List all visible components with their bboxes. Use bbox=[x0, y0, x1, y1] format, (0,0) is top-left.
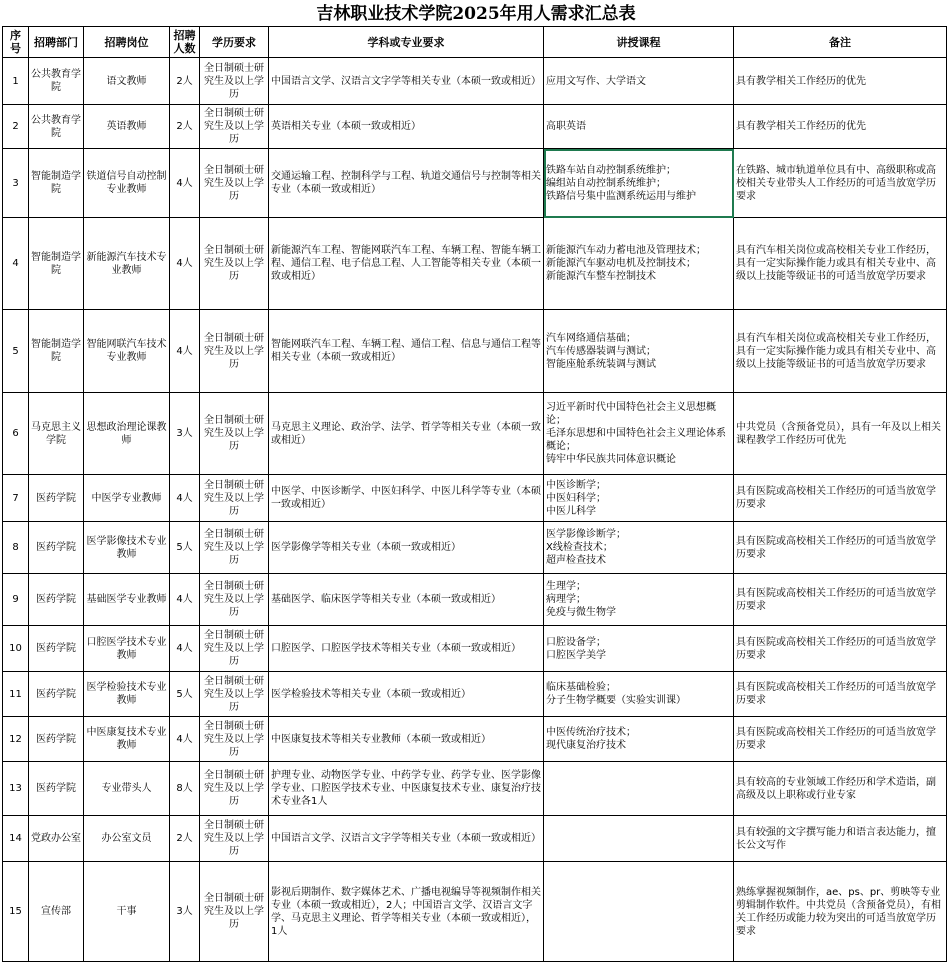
headcount-cell[interactable]: 4人 bbox=[170, 717, 200, 762]
position-cell[interactable]: 思想政治理论课教师 bbox=[84, 393, 170, 475]
table-row bbox=[3, 149, 947, 218]
demand-table bbox=[2, 26, 947, 962]
education-cell[interactable]: 全日制硕士研究生及以上学历 bbox=[200, 626, 269, 672]
department-cell[interactable]: 智能制造学院 bbox=[29, 310, 84, 393]
sheet-title: 吉林职业技术学院2025年用人需求汇总表 bbox=[316, 4, 636, 24]
notes-cell[interactable]: 熟练掌握视频制作，ae、ps、pr、剪映等专业剪辑制作软件。中共党员（含预备党员），有相关工作经历或能力较为突出的可适当放宽学历要求 bbox=[734, 862, 947, 962]
position-cell[interactable]: 英语教师 bbox=[84, 105, 170, 149]
row-number-cell[interactable]: 2 bbox=[3, 105, 29, 149]
major-cell[interactable]: 医学影像学等相关专业（本硕一致或相近） bbox=[269, 522, 544, 574]
education-cell[interactable]: 全日制硕士研究生及以上学历 bbox=[200, 574, 269, 626]
department-cell[interactable]: 智能制造学院 bbox=[29, 218, 84, 310]
department-cell[interactable]: 医药学院 bbox=[29, 626, 84, 672]
education-cell[interactable]: 全日制硕士研究生及以上学历 bbox=[200, 58, 269, 105]
row-number-cell[interactable]: 14 bbox=[3, 816, 29, 862]
department-cell[interactable]: 医药学院 bbox=[29, 475, 84, 522]
notes-cell[interactable]: 具有医院或高校相关工作经历的可适当放宽学历要求 bbox=[734, 626, 947, 672]
courses-cell[interactable] bbox=[544, 816, 734, 862]
notes-cell[interactable]: 具有教学相关工作经历的优先 bbox=[734, 105, 947, 149]
course-line: 汽车网络通信基础； bbox=[546, 332, 636, 344]
courses-cell[interactable] bbox=[544, 762, 734, 816]
table-row bbox=[3, 717, 947, 762]
course-line: 铁路车站自动控制系统维护； bbox=[546, 164, 676, 176]
course-line: 免疫与微生物学 bbox=[546, 607, 616, 618]
major-cell[interactable]: 中医康复技术等相关专业教师（本硕一致或相近） bbox=[269, 717, 544, 762]
headcount-cell[interactable]: 4人 bbox=[170, 574, 200, 626]
department-cell[interactable]: 马克思主义学院 bbox=[29, 393, 84, 475]
table-row bbox=[3, 58, 947, 105]
courses-cell[interactable] bbox=[544, 672, 734, 717]
row-number-cell[interactable]: 10 bbox=[3, 626, 29, 672]
courses-cell[interactable] bbox=[544, 218, 734, 310]
table-row bbox=[3, 218, 947, 310]
header-cell[interactable]: 讲授课程 bbox=[544, 27, 734, 58]
table-row bbox=[3, 626, 947, 672]
headcount-cell[interactable]: 8人 bbox=[170, 762, 200, 816]
education-cell[interactable]: 全日制硕士研究生及以上学历 bbox=[200, 149, 269, 218]
course-line: 新能源汽车整车控制技术 bbox=[546, 271, 656, 282]
course-line: 新能源汽车驱动电机及控制技术； bbox=[546, 258, 696, 269]
department-cell[interactable]: 公共教育学院 bbox=[29, 105, 84, 149]
notes-cell[interactable]: 具有汽车相关岗位或高校相关专业工作经历，具有一定实际操作能力或具有相关专业中、高级以上技能等级证书的可适当放宽学历要求 bbox=[734, 310, 947, 393]
courses-cell[interactable] bbox=[544, 522, 734, 574]
major-cell[interactable]: 医学检验技术等相关专业（本硕一致或相近） bbox=[269, 672, 544, 717]
education-cell[interactable]: 全日制硕士研究生及以上学历 bbox=[200, 862, 269, 962]
row-number-cell[interactable]: 8 bbox=[3, 522, 29, 574]
education-cell[interactable]: 全日制硕士研究生及以上学历 bbox=[200, 717, 269, 762]
table-row bbox=[3, 672, 947, 717]
major-cell[interactable]: 新能源汽车工程、智能网联汽车工程、车辆工程、智能车辆工程、通信工程、电子信息工程、人工智能等相关专业（本硕一致或相近） bbox=[269, 218, 544, 310]
notes-cell[interactable]: 具有汽车相关岗位或高校相关专业工作经历，具有一定实际操作能力或具有相关专业中、高级以上技能等级证书的可适当放宽学历要求 bbox=[734, 218, 947, 310]
education-cell[interactable]: 全日制硕士研究生及以上学历 bbox=[200, 762, 269, 816]
table-row bbox=[3, 310, 947, 393]
education-cell[interactable]: 全日制硕士研究生及以上学历 bbox=[200, 522, 269, 574]
department-cell[interactable]: 公共教育学院 bbox=[29, 58, 84, 105]
course-line: 毛泽东思想和中国特色社会主义理论体系概论； bbox=[546, 428, 726, 452]
education-cell[interactable]: 全日制硕士研究生及以上学历 bbox=[200, 218, 269, 310]
major-cell[interactable]: 中国语言文学、汉语言文字学等相关专业（本硕一致或相近） bbox=[269, 816, 544, 862]
table-row bbox=[3, 475, 947, 522]
header-cell[interactable]: 招聘部门 bbox=[29, 27, 84, 58]
header-cell[interactable]: 学历要求 bbox=[200, 27, 269, 58]
courses-cell[interactable] bbox=[544, 310, 734, 393]
courses-cell[interactable] bbox=[544, 475, 734, 522]
course-line: 铁路信号集中监测系统运用与维护 bbox=[546, 190, 696, 202]
row-number-cell[interactable]: 4 bbox=[3, 218, 29, 310]
courses-cell[interactable] bbox=[544, 717, 734, 762]
position-cell[interactable]: 中医学专业教师 bbox=[84, 475, 170, 522]
notes-cell[interactable]: 中共党员（含预备党员），具有一年及以上相关课程教学工作经历可优先 bbox=[734, 393, 947, 475]
table-row bbox=[3, 105, 947, 149]
department-cell[interactable]: 智能制造学院 bbox=[29, 149, 84, 218]
notes-cell[interactable]: 具有医院或高校相关工作经历的可适当放宽学历要求 bbox=[734, 717, 947, 762]
position-cell[interactable]: 专业带头人 bbox=[84, 762, 170, 816]
course-line: 现代康复治疗技术 bbox=[546, 740, 626, 751]
headcount-cell[interactable]: 4人 bbox=[170, 149, 200, 218]
courses-cell[interactable] bbox=[544, 105, 734, 149]
course-line: 高职英语 bbox=[546, 121, 586, 132]
notes-cell[interactable]: 具有教学相关工作经历的优先 bbox=[734, 58, 947, 105]
course-line: 中医妇科学； bbox=[546, 492, 606, 504]
education-cell[interactable]: 全日制硕士研究生及以上学历 bbox=[200, 105, 269, 149]
headcount-cell[interactable]: 5人 bbox=[170, 522, 200, 574]
position-cell[interactable]: 智能网联汽车技术专业教师 bbox=[84, 310, 170, 393]
education-cell[interactable]: 全日制硕士研究生及以上学历 bbox=[200, 475, 269, 522]
position-cell[interactable]: 新能源汽车技术专业教师 bbox=[84, 218, 170, 310]
courses-cell[interactable] bbox=[544, 574, 734, 626]
position-cell[interactable]: 基础医学专业教师 bbox=[84, 574, 170, 626]
position-cell[interactable]: 医学检验技术专业教师 bbox=[84, 672, 170, 717]
major-cell[interactable]: 马克思主义理论、政治学、法学、哲学等相关专业（本硕一致或相近） bbox=[269, 393, 544, 475]
headcount-cell[interactable]: 4人 bbox=[170, 475, 200, 522]
table-row bbox=[3, 762, 947, 816]
headcount-cell[interactable]: 2人 bbox=[170, 816, 200, 862]
course-line: 生理学； bbox=[546, 581, 586, 592]
table-row bbox=[3, 816, 947, 862]
course-line: 应用文写作、大学语文 bbox=[546, 75, 646, 87]
row-number-cell[interactable]: 11 bbox=[3, 672, 29, 717]
education-cell[interactable]: 全日制硕士研究生及以上学历 bbox=[200, 816, 269, 862]
notes-cell[interactable]: 具有医院或高校相关工作经历的可适当放宽学历要求 bbox=[734, 475, 947, 522]
course-line: 习近平新时代中国特色社会主义思想概论； bbox=[546, 402, 716, 426]
major-cell[interactable]: 口腔医学、口腔医学技术等相关专业（本硕一致或相近） bbox=[269, 626, 544, 672]
headcount-cell[interactable]: 4人 bbox=[170, 626, 200, 672]
education-cell[interactable]: 全日制硕士研究生及以上学历 bbox=[200, 672, 269, 717]
course-line: 中医传统治疗技术； bbox=[546, 727, 636, 738]
major-cell[interactable]: 影视后期制作、数字媒体艺术、广播电视编导等视频制作相关专业（本硕一致或相近），2人；中国语言文学、汉语言文字学、马克思主义理论、哲学等相关专业（本硕一致或相近），1人 bbox=[269, 862, 544, 962]
department-cell[interactable]: 医药学院 bbox=[29, 574, 84, 626]
major-cell[interactable]: 中医学、中医诊断学、中医妇科学、中医儿科学等专业（本硕一致或相近） bbox=[269, 475, 544, 522]
department-cell[interactable]: 医药学院 bbox=[29, 522, 84, 574]
course-line: 中医诊断学； bbox=[546, 479, 606, 491]
department-cell[interactable]: 党政办公室 bbox=[29, 816, 84, 862]
position-cell[interactable]: 铁道信号自动控制专业教师 bbox=[84, 149, 170, 218]
row-number-cell[interactable]: 13 bbox=[3, 762, 29, 816]
course-line: 口腔设备学； bbox=[546, 636, 606, 648]
notes-cell[interactable]: 具有医院或高校相关工作经历的可适当放宽学历要求 bbox=[734, 672, 947, 717]
department-cell[interactable]: 医药学院 bbox=[29, 762, 84, 816]
row-number-cell[interactable]: 6 bbox=[3, 393, 29, 475]
course-line: 编组站自动控制系统维护； bbox=[546, 177, 666, 189]
major-cell[interactable]: 交通运输工程、控制科学与工程、轨道交通信号与控制等相关专业（本硕一致或相近） bbox=[269, 149, 544, 218]
courses-cell[interactable] bbox=[544, 862, 734, 962]
course-line: 分子生物学概要（实验实训课） bbox=[546, 695, 686, 706]
course-line: 铸牢中华民族共同体意识概论 bbox=[546, 454, 676, 465]
course-line: 口腔医学美学 bbox=[546, 649, 606, 661]
table-row bbox=[3, 862, 947, 962]
position-cell[interactable]: 口腔医学技术专业教师 bbox=[84, 626, 170, 672]
row-number-cell[interactable]: 12 bbox=[3, 717, 29, 762]
course-line: 新能源汽车动力蓄电池及管理技术； bbox=[546, 245, 706, 256]
row-number-cell[interactable]: 3 bbox=[3, 149, 29, 218]
row-number-cell[interactable]: 5 bbox=[3, 310, 29, 393]
table-row bbox=[3, 393, 947, 475]
table-row bbox=[3, 522, 947, 574]
major-cell[interactable]: 基础医学、临床医学等相关专业（本硕一致或相近） bbox=[269, 574, 544, 626]
education-cell[interactable]: 全日制硕士研究生及以上学历 bbox=[200, 310, 269, 393]
course-line: 超声检查技术 bbox=[546, 555, 606, 566]
courses-cell[interactable] bbox=[544, 58, 734, 105]
header-row bbox=[3, 27, 947, 58]
major-cell[interactable]: 护理专业、动物医学专业、中药学专业、药学专业、医学影像学专业、口腔医学技术专业、中医康复技术专业、康复治疗技术专业各1人 bbox=[269, 762, 544, 816]
headcount-cell[interactable]: 2人 bbox=[170, 105, 200, 149]
education-cell[interactable]: 全日制硕士研究生及以上学历 bbox=[200, 393, 269, 475]
header-cell[interactable]: 备注 bbox=[734, 27, 947, 58]
table-row bbox=[3, 574, 947, 626]
headcount-cell[interactable]: 2人 bbox=[170, 58, 200, 105]
course-line: 中医儿科学 bbox=[546, 505, 596, 517]
notes-cell[interactable]: 具有较高的专业领域工作经历和学术造诣，副高级及以上职称或行业专家 bbox=[734, 762, 947, 816]
row-number-cell[interactable]: 9 bbox=[3, 574, 29, 626]
headcount-cell[interactable]: 4人 bbox=[170, 218, 200, 310]
major-cell[interactable]: 英语相关专业（本硕一致或相近） bbox=[269, 105, 544, 149]
position-cell[interactable]: 医学影像技术专业教师 bbox=[84, 522, 170, 574]
headcount-cell[interactable]: 3人 bbox=[170, 393, 200, 475]
header-cell[interactable]: 招聘岗位 bbox=[84, 27, 170, 58]
course-line: 智能座舱系统装调与测试 bbox=[546, 358, 656, 370]
header-cell[interactable]: 序号 bbox=[3, 27, 29, 58]
notes-cell[interactable]: 具有医院或高校相关工作经历的可适当放宽学历要求 bbox=[734, 574, 947, 626]
course-line: X线检查技术； bbox=[546, 542, 613, 553]
row-number-cell[interactable]: 7 bbox=[3, 475, 29, 522]
notes-cell[interactable]: 在铁路、城市轨道单位具有中、高级职称或高校相关专业带头人工作经历的可适当放宽学历要求 bbox=[734, 149, 947, 218]
course-line: 医学影像诊断学； bbox=[546, 529, 626, 540]
department-cell[interactable]: 医药学院 bbox=[29, 717, 84, 762]
major-cell[interactable]: 中国语言文学、汉语言文字学等相关专业（本硕一致或相近） bbox=[269, 58, 544, 105]
headcount-cell[interactable]: 4人 bbox=[170, 310, 200, 393]
courses-cell[interactable] bbox=[544, 393, 734, 475]
header-cell[interactable]: 招聘人数 bbox=[170, 27, 200, 58]
course-line: 病理学； bbox=[546, 594, 586, 605]
department-cell[interactable]: 医药学院 bbox=[29, 672, 84, 717]
major-cell[interactable]: 智能网联汽车工程、车辆工程、通信工程、信息与通信工程等相关专业（本硕一致或相近） bbox=[269, 310, 544, 393]
notes-cell[interactable]: 具有医院或高校相关工作经历的可适当放宽学历要求 bbox=[734, 522, 947, 574]
courses-cell[interactable] bbox=[544, 149, 734, 218]
headcount-cell[interactable]: 3人 bbox=[170, 862, 200, 962]
row-number-cell[interactable]: 1 bbox=[3, 58, 29, 105]
department-cell[interactable]: 宣传部 bbox=[29, 862, 84, 962]
position-cell[interactable]: 中医康复技术专业教师 bbox=[84, 717, 170, 762]
headcount-cell[interactable]: 5人 bbox=[170, 672, 200, 717]
position-cell[interactable]: 语文教师 bbox=[84, 58, 170, 105]
header-cell[interactable]: 学科或专业要求 bbox=[269, 27, 544, 58]
row-number-cell[interactable]: 15 bbox=[3, 862, 29, 962]
course-line: 汽车传感器装调与测试； bbox=[546, 345, 656, 357]
notes-cell[interactable]: 具有较强的文字撰写能力和语言表达能力，擅长公文写作 bbox=[734, 816, 947, 862]
courses-cell[interactable] bbox=[544, 626, 734, 672]
position-cell[interactable]: 干事 bbox=[84, 862, 170, 962]
course-line: 临床基础检验； bbox=[546, 682, 616, 693]
position-cell[interactable]: 办公室文员 bbox=[84, 816, 170, 862]
